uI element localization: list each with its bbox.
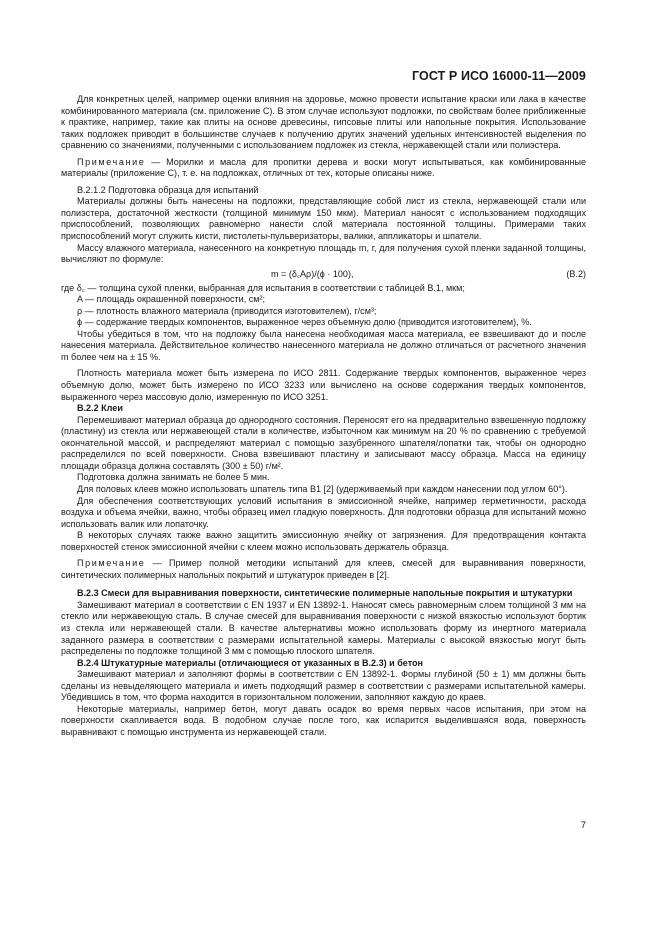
formula — [61, 268, 586, 282]
paragraph: Замешивают материал в соответствии с EN 1937 и EN 13892-1. Наносят смесь равномерным слоем толщиной 3 мм на стекло или нержавеющую сталь. В случае смесей для выравнивания поверхности с низкой вязкостью используют бортик из стекла или нержавеющей стали. В качестве альтернативы можно использовать форму из инертного материала заданного размера в соответствии с размерами испытательной камеры. Материалы с высокой вязкостью могут быть распределены по подложке толщиной 3 мм с помощью плоского шпателя. — [61, 599, 586, 657]
paragraph: Для половых клеев можно использовать шпатель типа В1 [2] (удерживаемый при каждом нанесении под углом 60°). — [77, 483, 568, 494]
section-heading: В.2.4 Штукатурные материалы (отличающиеся от указанных в В.2.3) и бетон — [77, 657, 424, 668]
paragraph: В некоторых случаях также важно защитить эмиссионную ячейку от загрязнения. Для предотвращения контакта поверхностей стенок эмиссионной ячейки с клеем можно использовать держатель образца. — [61, 530, 586, 552]
formula-number: (В.2) — [566, 268, 586, 279]
page-number: 7 — [580, 820, 586, 831]
document-header: ГОСТ Р ИСО 16000-11—2009 — [411, 69, 586, 83]
paragraph: Материалы должны быть нанесены на подложки, представляющие собой лист из стекла, нержавеющей стали или полиэстера, достаточной жесткости (толщиной минимум 150 мкм). Материал наносят с использованием подходящих приспособлений, позволяющих равномерно нанести слой материала постоянной толщины. Примерами таких приспособлений могут служить кисти, пистолеты-пульверизаторы, валики, аппликаторы и шпатели. — [61, 196, 586, 242]
note — [61, 157, 586, 180]
where-symbol: ϕ — [77, 317, 83, 328]
note-label: Примечание — [77, 156, 146, 167]
where-text: — плотность влажного материала (приводится изготовителем), г/см³; — [82, 305, 377, 316]
paragraph: Плотность материала может быть измерена по ИСО 2811. Содержание твердых компонентов, выраженное через объемную долю, может быть измерено по ИСО 3233 или вычислено на основе содержания твердых компонентов, выраженного через массовую долю, измеренную по ИСО 3251. — [61, 368, 586, 402]
note — [61, 558, 586, 581]
where-text: — площадь окрашенной поверхности, см²; — [82, 294, 266, 305]
where-item — [61, 294, 586, 306]
where-item — [61, 306, 586, 318]
where-item — [61, 317, 586, 329]
paragraph: Подготовка должна занимать не более 5 мин. — [77, 472, 270, 483]
paragraph: Массу влажного материала, нанесенного на конкретную площадь m, г, для получения сухой пленки заданной толщины, вычисляют по формуле: — [61, 242, 586, 265]
where-symbol: A — [77, 294, 83, 305]
document-body — [61, 94, 586, 738]
where-symbol: ρ — [77, 305, 83, 316]
where-item — [61, 283, 586, 295]
paragraph: Некоторые материалы, например бетон, могут давать осадок во время первых часов испытания, при этом на поверхности скапливается вода. В подобном случае после того, как испарится выделившаяся вода, поверхность выравнивают с помощью инструмента из нержавеющей стали. — [61, 703, 586, 737]
section-heading: В.2.2 Клеи — [77, 403, 123, 414]
paragraph: Перемешивают материал образца до однородного состояния. Переносят его на предварительно взвешенную подложку (пластину) из стекла или нержавеющей стали в количестве, избыточном как минимум на 20 % по сравнению с требуемой окончательной массой, и распределяют материал с помощью зазубренного шпателя/лопатки так, чтобы он однородно распределился по всей поверхности. Снова взвешивают пластину и записывают массу образца. Масса на единицу площади образца должна составлять (300 ± 50) г/м². — [61, 414, 586, 471]
note-text: — Пример полной методики испытаний для клеев, смесей для выравнивания поверхности, синтетических полимерных напольных покрытий и штукатурок приведен в [2]. — [61, 558, 586, 580]
note-text: — Морилки и масла для пропитки дерева и воски могут испытываться, как комбинированные материалы (приложение С), т. е. на подложках, отличных от тех, которые описаны ниже. — [61, 156, 586, 179]
subsection-heading: В.2.1.2 Подготовка образца для испытаний — [77, 184, 259, 195]
section-heading: В.2.3 Смеси для выравнивания поверхности, синтетические полимерные напольные покрытия и штукатурки — [77, 588, 573, 599]
paragraph: Для конкретных целей, например оценки влияния на здоровье, можно провести испытание краски или лака в качестве комбинированного материала (см. приложение С). В этом случае используют подложки, по свойствам более приближенные к практике, например, такие как плиты на основе древесины, гипсовые плиты или напольные покрытия. Использование таких подложек приводит в большинстве случаев к получению других значений удельных интенсивностей выделения по сравнению со значениями, полученными с использованием подложек из стекла, нержавеющей стали или полиэстера. — [61, 94, 586, 151]
where-symbol: где δ꜀ — [61, 282, 85, 293]
note-label: Примечание — [77, 558, 146, 569]
paragraph: Замешивают материал и заполняют формы в соответствии с EN 13892-1. Формы глубиной (50 ± 1) мм должны быть сделаны из невыделяющего материала и иметь подходящий размер в соответствии с размерами испытательной камеры. Убедившись в том, что форма находится в горизонтальном положении, заполняют каждую до краев. — [61, 669, 586, 703]
where-text: — толщина сухой пленки, выбранная для испытания в соответствии с таблицей В.1, мкм; — [84, 282, 465, 293]
paragraph: Чтобы убедиться в том, что на подложку была нанесена необходимая масса материала, ее взвешивают до и после нанесения материала. Действительное количество нанесенного материала не должно отличаться от расчетного значения m более чем на ± 15 %. — [61, 328, 586, 362]
paragraph: Для обеспечения соответствующих условий испытания в эмиссионной ячейке, например герметичности, расхода воздуха и объема ячейки, важно, чтобы образец имел гладкую поверхность. Для подготовки образца для испытаний можно использовать валик или лопаточку. — [61, 495, 586, 529]
formula-expression: m = (δ꜀Aρ)/(ϕ · 100), — [271, 268, 354, 279]
where-text: — содержание твердых компонентов, выраженное через объемную долю (приводится изготовителем), %. — [82, 317, 532, 328]
